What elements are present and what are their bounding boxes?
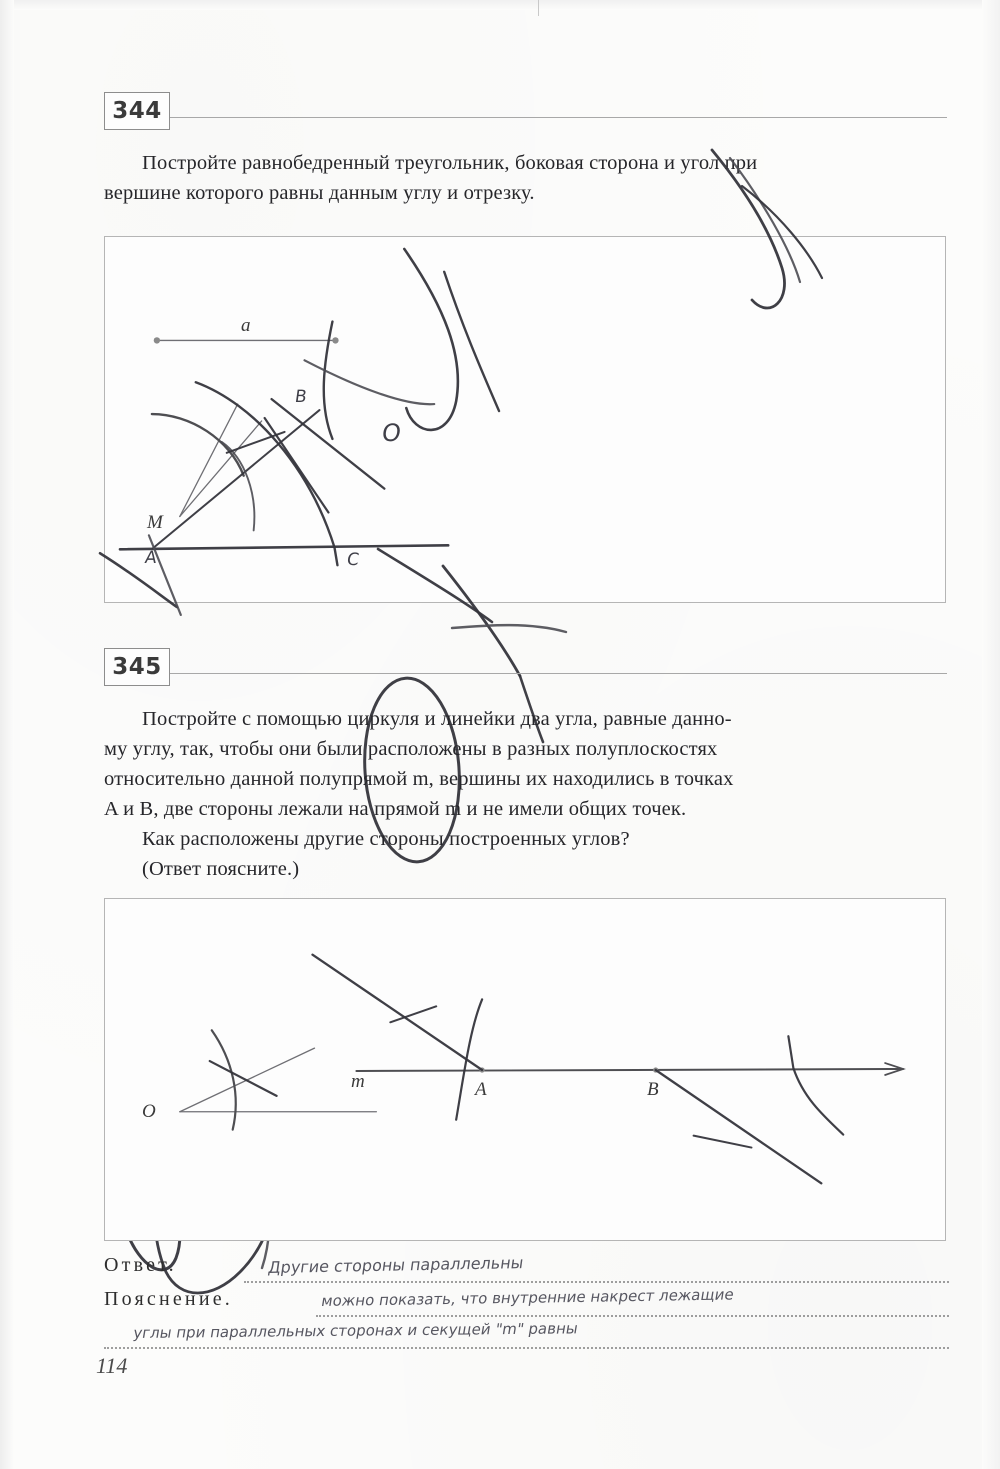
handwritten-point-b-label: B bbox=[293, 387, 309, 407]
pencil-tick-at-a bbox=[390, 1006, 436, 1022]
vertex-m-label: M bbox=[147, 512, 163, 533]
angle-o-arc bbox=[212, 1030, 236, 1129]
pencil-overlay-cross-2 bbox=[452, 625, 566, 632]
pencil-arc-at-a bbox=[456, 999, 482, 1119]
vertex-o-label-345: O bbox=[142, 1101, 156, 1122]
answer-label: Ответ. bbox=[104, 1254, 177, 1276]
explanation-dotted-line-1 bbox=[316, 1314, 949, 1317]
page-number: 114 bbox=[96, 1353, 128, 1378]
answer-block bbox=[104, 1248, 949, 1358]
handwritten-explanation-line-2: углы при параллельных сторонах и секущей "m" равны bbox=[132, 1319, 580, 1342]
problem-344-header bbox=[104, 92, 947, 132]
pencil-tick-mark-1 bbox=[265, 418, 329, 512]
problem-345-line-4: A и B, две стороны лежали на прямой m и не имели общих точек. bbox=[104, 798, 687, 820]
problem-345-text bbox=[104, 704, 949, 884]
paper-crease-mark bbox=[538, 0, 539, 16]
figure-344 bbox=[104, 236, 946, 603]
figure-344-drawing bbox=[105, 237, 945, 602]
problem-344-number: 344 bbox=[104, 92, 170, 130]
problem-345-line-3: относительно данной полупрямой m, вершины их находились в точках bbox=[104, 768, 734, 790]
pencil-tick-at-b bbox=[694, 1136, 752, 1148]
pencil-arc-at-b-345 bbox=[788, 1036, 843, 1134]
explanation-label: Пояснение. bbox=[104, 1288, 234, 1310]
problem-345-line-5: Как расположены другие стороны построенных углов? bbox=[142, 828, 630, 850]
problem-345-rule bbox=[170, 673, 947, 674]
problem-344-rule bbox=[170, 117, 947, 118]
point-b-label-345: B bbox=[647, 1079, 659, 1100]
problem-345-header bbox=[104, 648, 947, 688]
problem-345-line-2: му углу, так, чтобы они были расположены в разных полуплоскостях bbox=[104, 738, 718, 760]
ray-m-label: m bbox=[351, 1071, 365, 1092]
explanation-dotted-line-2 bbox=[104, 1346, 949, 1349]
handwritten-answer-text: Другие стороны параллельны bbox=[267, 1253, 525, 1277]
point-a-label-345: A bbox=[475, 1079, 487, 1100]
handwritten-point-c-label: C bbox=[345, 550, 361, 570]
pencil-baseline-ac bbox=[120, 545, 448, 549]
pencil-scribble-stroke-c bbox=[100, 553, 177, 607]
figure-345 bbox=[104, 898, 946, 1241]
answer-dotted-line bbox=[244, 1280, 949, 1283]
pencil-ray-ab bbox=[153, 410, 320, 548]
scan-edge-top bbox=[0, 0, 1000, 10]
angle-o-pencil-tick bbox=[210, 1061, 277, 1096]
problem-344-text bbox=[104, 148, 949, 208]
handwritten-point-o-label: O bbox=[380, 419, 403, 447]
problem-345-line-1: Постройте с помощью циркуля и линейки два угла, равные данно- bbox=[142, 708, 732, 730]
scan-edge-right bbox=[982, 0, 1000, 1469]
handwritten-point-a-label: A bbox=[143, 548, 159, 568]
problem-345-line-6: (Ответ поясните.) bbox=[142, 858, 300, 880]
problem-344-line-1: Постройте равнобедренный треугольник, боковая сторона и угол при bbox=[142, 152, 758, 174]
segment-a-label: a bbox=[241, 315, 251, 336]
segment-a-endpoint-right bbox=[332, 337, 338, 343]
pencil-arc-at-b bbox=[324, 322, 333, 439]
pencil-tick-mark-3 bbox=[272, 399, 385, 489]
pencil-ray-from-b bbox=[656, 1070, 822, 1183]
segment-a-endpoint-left bbox=[154, 337, 160, 343]
pencil-ray-from-a bbox=[313, 955, 483, 1070]
angle-m-arc bbox=[152, 414, 244, 476]
scan-edge-left bbox=[0, 0, 14, 1469]
figure-345-drawing bbox=[105, 899, 945, 1240]
problem-345-number: 345 bbox=[104, 648, 170, 686]
handwritten-explanation-line-1: можно показать, что внутренние накрест лежащие bbox=[320, 1285, 736, 1310]
problem-344-line-2: вершине которого равны данным углу и отрезку. bbox=[104, 182, 535, 204]
ray-m-line bbox=[356, 1069, 903, 1071]
